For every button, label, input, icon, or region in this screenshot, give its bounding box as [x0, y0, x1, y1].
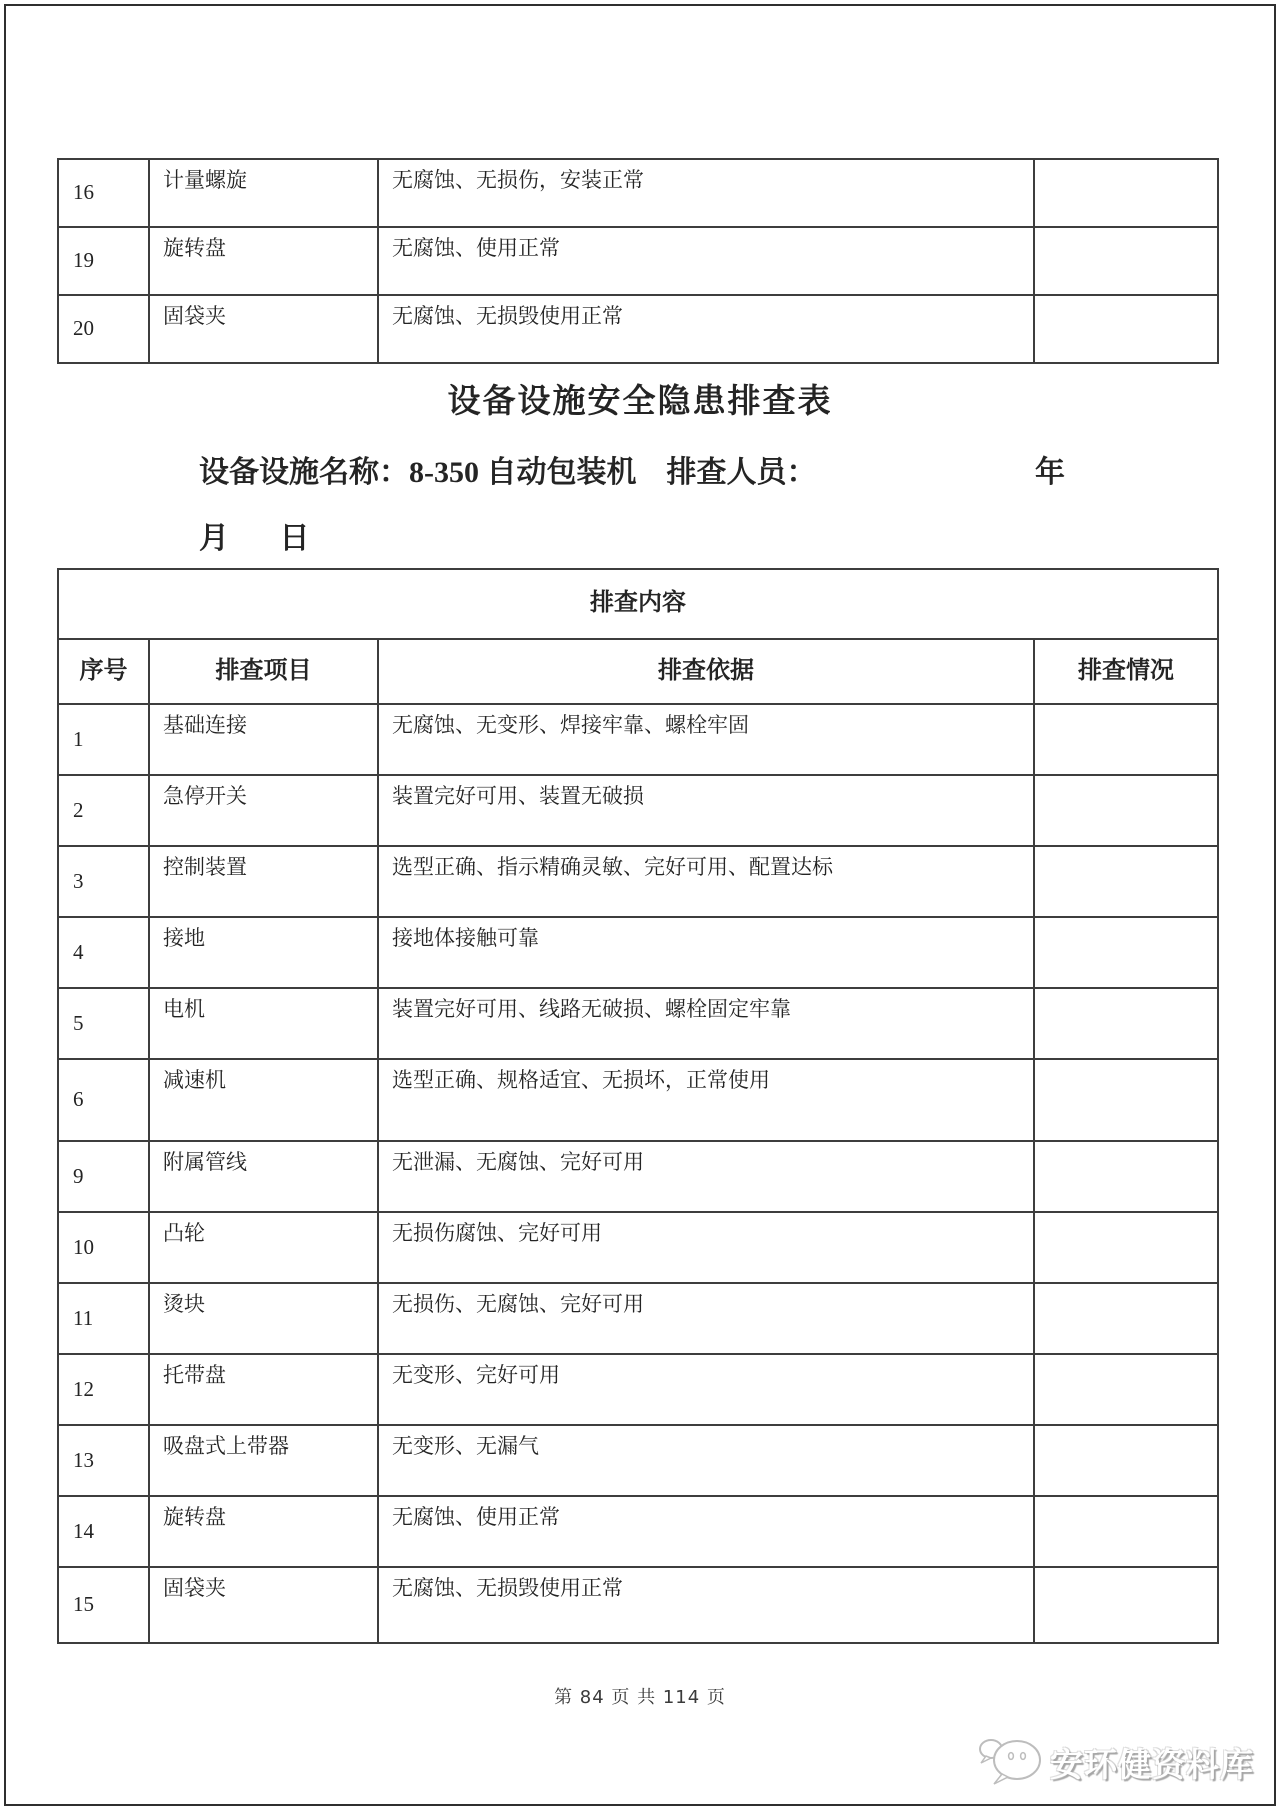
month-label: 月 — [199, 522, 229, 555]
row-item-cell: 旋转盘 — [149, 1496, 378, 1567]
inspection-table — [57, 568, 1219, 1644]
row-number-cell: 6 — [58, 1059, 149, 1141]
table-row — [58, 988, 1218, 1059]
row-status-cell — [1034, 295, 1218, 363]
row-item-cell: 控制装置 — [149, 846, 378, 917]
day-label: 日 — [279, 522, 310, 555]
row-item-cell: 托带盘 — [149, 1354, 378, 1425]
row-number-cell: 20 — [58, 295, 149, 363]
row-number-cell: 14 — [58, 1496, 149, 1567]
row-status-cell — [1034, 775, 1218, 846]
watermark — [978, 1736, 1254, 1788]
row-item-cell: 减速机 — [149, 1059, 378, 1141]
row-basis-cell: 装置完好可用、线路无破损、螺栓固定牢靠 — [378, 988, 1034, 1059]
row-item-cell: 急停开关 — [149, 775, 378, 846]
table-row — [58, 1567, 1218, 1643]
column-header-status: 排查情况 — [1034, 639, 1218, 704]
row-item-cell: 电机 — [149, 988, 378, 1059]
row-number-cell: 9 — [58, 1141, 149, 1212]
column-header-no: 序号 — [58, 639, 149, 704]
inspection-content-header: 排查内容 — [58, 569, 1218, 639]
row-basis-cell: 无腐蚀、使用正常 — [378, 1496, 1034, 1567]
table-row — [58, 1283, 1218, 1354]
row-basis-cell: 无损伤腐蚀、完好可用 — [378, 1212, 1034, 1283]
row-item-cell: 凸轮 — [149, 1212, 378, 1283]
row-number-cell: 12 — [58, 1354, 149, 1425]
row-item-cell: 固袋夹 — [149, 1567, 378, 1643]
row-basis-cell: 无泄漏、无腐蚀、完好可用 — [378, 1141, 1034, 1212]
row-item-cell: 固袋夹 — [149, 295, 378, 363]
row-item-cell: 基础连接 — [149, 704, 378, 775]
row-number-cell: 19 — [58, 227, 149, 295]
table-row — [58, 1354, 1218, 1425]
row-basis-cell: 选型正确、指示精确灵敏、完好可用、配置达标 — [378, 846, 1034, 917]
row-status-cell — [1034, 846, 1218, 917]
row-basis-cell: 接地体接触可靠 — [378, 917, 1034, 988]
row-status-cell — [1034, 159, 1218, 227]
subtitle-line-2 — [0, 513, 1280, 557]
row-number-cell: 13 — [58, 1425, 149, 1496]
row-status-cell — [1034, 1425, 1218, 1496]
row-status-cell — [1034, 1283, 1218, 1354]
row-status-cell — [1034, 1212, 1218, 1283]
column-header-item: 排查项目 — [149, 639, 378, 704]
watermark-text: 安环健资料库 — [1050, 1747, 1254, 1784]
row-basis-cell: 无腐蚀、无变形、焊接牢靠、螺栓牢固 — [378, 704, 1034, 775]
row-number-cell: 3 — [58, 846, 149, 917]
row-basis-cell: 装置完好可用、装置无破损 — [378, 775, 1034, 846]
row-status-cell — [1034, 1059, 1218, 1141]
row-basis-cell: 无腐蚀、无损毁使用正常 — [378, 295, 1034, 363]
equipment-name-and-inspector-label: 设备设施名称：8-350 自动包装机 排查人员： — [199, 456, 817, 489]
row-basis-cell: 无变形、无漏气 — [378, 1425, 1034, 1496]
row-item-cell: 烫块 — [149, 1283, 378, 1354]
row-status-cell — [1034, 1354, 1218, 1425]
row-basis-cell: 无损伤、无腐蚀、完好可用 — [378, 1283, 1034, 1354]
row-status-cell — [1034, 704, 1218, 775]
table-row — [58, 159, 1218, 227]
table-row — [58, 704, 1218, 775]
row-status-cell — [1034, 988, 1218, 1059]
table-row — [58, 1496, 1218, 1567]
row-basis-cell: 无腐蚀、无损毁使用正常 — [378, 1567, 1034, 1643]
page-title: 设备设施安全隐患排查表 — [447, 384, 833, 420]
table-row — [58, 846, 1218, 917]
table-row — [58, 917, 1218, 988]
table-row — [58, 1141, 1218, 1212]
year-label: 年 — [1035, 456, 1065, 489]
row-number-cell: 15 — [58, 1567, 149, 1643]
row-item-cell: 附属管线 — [149, 1141, 378, 1212]
table-merged-header-row — [58, 569, 1218, 639]
row-basis-cell: 选型正确、规格适宜、无损坏，正常使用 — [378, 1059, 1034, 1141]
row-basis-cell: 无变形、完好可用 — [378, 1354, 1034, 1425]
subtitle-line-1 — [0, 447, 1280, 491]
row-status-cell — [1034, 1496, 1218, 1567]
column-header-basis: 排查依据 — [378, 639, 1034, 704]
table-row — [58, 1212, 1218, 1283]
row-number-cell: 5 — [58, 988, 149, 1059]
row-status-cell — [1034, 1567, 1218, 1643]
row-number-cell: 1 — [58, 704, 149, 775]
table-row — [58, 1059, 1218, 1141]
row-basis-cell: 无腐蚀、使用正常 — [378, 227, 1034, 295]
page-footer: 第 84 页 共 114 页 — [554, 1687, 726, 1708]
row-item-cell: 旋转盘 — [149, 227, 378, 295]
row-number-cell: 16 — [58, 159, 149, 227]
row-number-cell: 10 — [58, 1212, 149, 1283]
row-item-cell: 吸盘式上带器 — [149, 1425, 378, 1496]
table-row — [58, 775, 1218, 846]
table-row — [58, 1425, 1218, 1496]
table-row — [58, 295, 1218, 363]
wechat-chat-bubbles-icon — [978, 1736, 1042, 1788]
row-status-cell — [1034, 1141, 1218, 1212]
row-status-cell — [1034, 917, 1218, 988]
row-status-cell — [1034, 227, 1218, 295]
table-column-header-row — [58, 639, 1218, 704]
row-number-cell: 2 — [58, 775, 149, 846]
table-row — [58, 227, 1218, 295]
row-number-cell: 11 — [58, 1283, 149, 1354]
continuation-table — [57, 158, 1219, 364]
row-number-cell: 4 — [58, 917, 149, 988]
row-item-cell: 接地 — [149, 917, 378, 988]
row-item-cell: 计量螺旋 — [149, 159, 378, 227]
row-basis-cell: 无腐蚀、无损伤，安装正常 — [378, 159, 1034, 227]
